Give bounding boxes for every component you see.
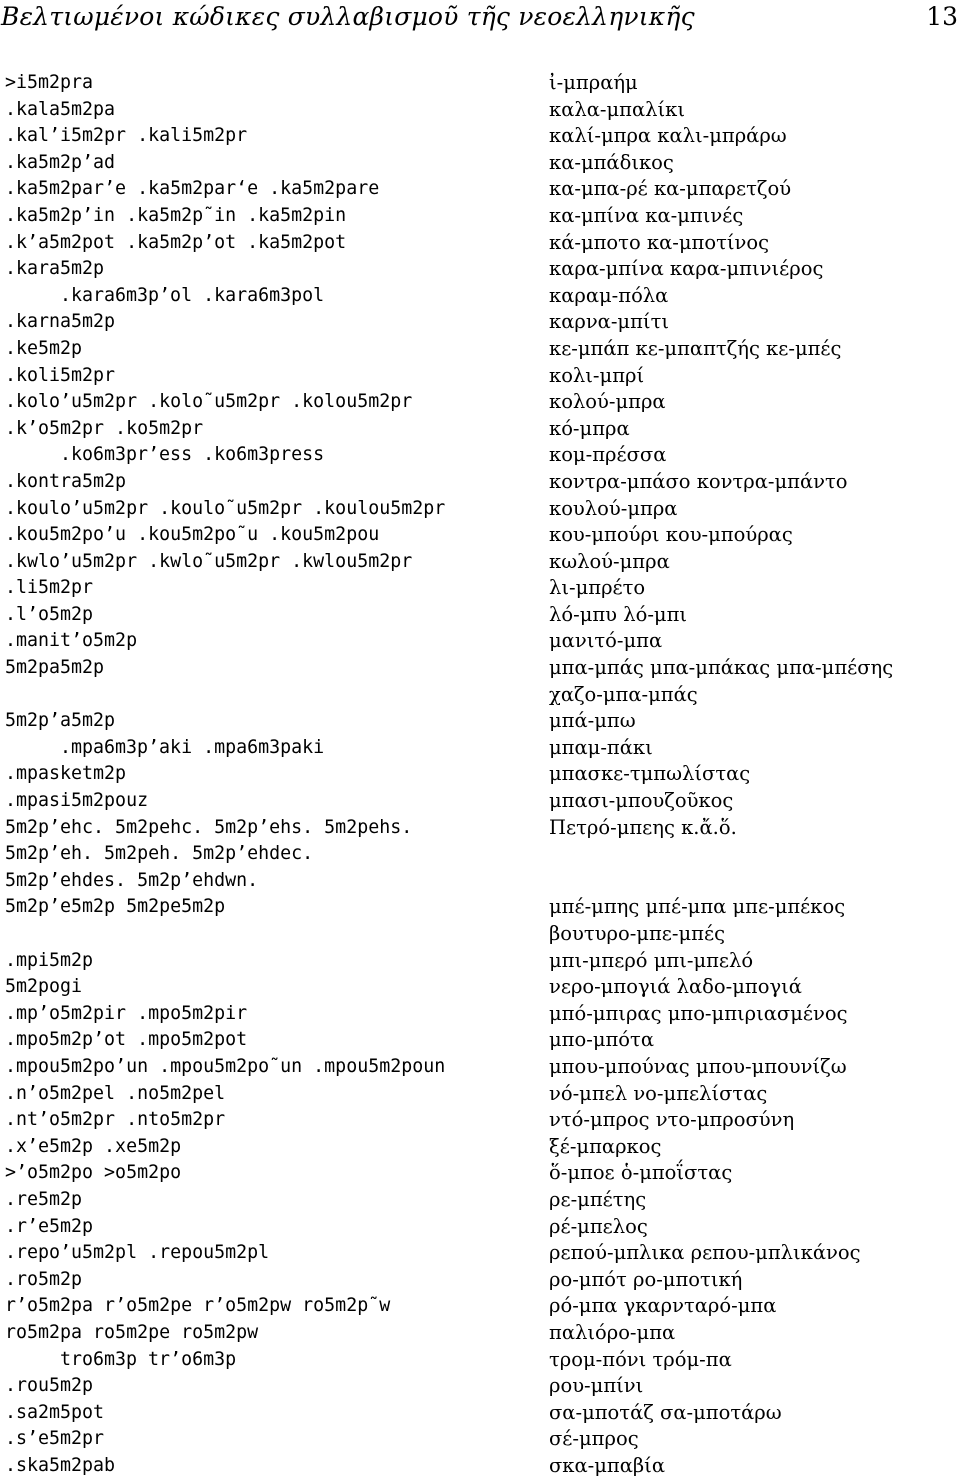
- table-row: [0, 1426, 960, 1453]
- table-row: [0, 97, 960, 124]
- example-cell: ρε-μπέτης: [549, 1187, 647, 1211]
- example-cell: καλί-μπρα καλι-μπράρω: [549, 124, 787, 148]
- example-cell: καραμ-πόλα: [549, 283, 669, 307]
- example-cell: μπό-μπιρας μπο-μπιριασμένος: [549, 1001, 848, 1025]
- pattern-cell: .koli5m2pr: [5, 364, 116, 386]
- example-cell: μπα-μπάς μπα-μπάκας μπα-μπέσης: [549, 656, 894, 680]
- example-cell: κα-μπάδικος: [549, 150, 674, 174]
- table-row: [0, 575, 960, 602]
- example-cell: λό-μπυ λό-μπι: [549, 602, 688, 626]
- table-row: [0, 708, 960, 735]
- pattern-cell: .ka5m2p’in .ka5m2p˜in .ka5m2pin: [5, 204, 347, 226]
- pattern-cell: .mpi5m2p: [5, 949, 94, 971]
- table-row: [0, 894, 960, 921]
- table-row: [0, 283, 960, 310]
- pattern-cell: ro5m2pa ro5m2pe ro5m2pw: [5, 1321, 259, 1343]
- table-row: [0, 1134, 960, 1161]
- table-row: [0, 442, 960, 469]
- example-cell: μπου-μπούνας μπου-μπουνίζω: [549, 1054, 847, 1078]
- table-row: [0, 1107, 960, 1134]
- running-title: Βελτιωμένοι κώδικες συλλαβισμοῦ τῆς νεοελληνικῆς: [1, 2, 695, 31]
- table-row: [0, 1027, 960, 1054]
- table-row: [0, 841, 960, 868]
- pattern-cell: .n’o5m2pel .no5m2pel: [5, 1082, 226, 1104]
- pattern-cell: 5m2p’ehdes. 5m2p’ehdwn.: [5, 869, 259, 891]
- pattern-cell: .mpou5m2po’un .mpou5m2po˜un .mpou5m2poun: [5, 1055, 446, 1077]
- pattern-cell: .ro5m2p: [5, 1268, 83, 1290]
- table-row: [0, 203, 960, 230]
- pattern-cell: .mpo5m2p’ot .mpo5m2pot: [5, 1029, 248, 1051]
- pattern-cell: .kou5m2po’u .kou5m2po˜u .kou5m2pou: [5, 524, 380, 546]
- example-cell: ρό-μπα γκαρνταρό-μπα: [549, 1294, 777, 1318]
- pattern-cell: >’o5m2po >o5m2po: [5, 1162, 182, 1184]
- table-row: [0, 868, 960, 895]
- pattern-cell: .ka5m2par’e .ka5m2par‘e .ka5m2pare: [5, 178, 380, 200]
- table-row: [0, 363, 960, 390]
- table-row: [0, 815, 960, 842]
- table-row: [0, 1453, 960, 1480]
- pattern-cell: 5m2p’ehc. 5m2pehc. 5m2p’ehs. 5m2pehs.: [5, 816, 413, 838]
- example-cell: Πετρό-μπεης κ.ἄ.ὅ.: [549, 815, 737, 839]
- pattern-cell: .kwlo’u5m2pr .kwlo˜u5m2pr .kwlou5m2pr: [5, 550, 413, 572]
- pattern-cell: .li5m2pr: [5, 577, 94, 599]
- table-row: [0, 1373, 960, 1400]
- pattern-cell: .koulo’u5m2pr .koulo˜u5m2pr .koulou5m2pr: [5, 497, 446, 519]
- example-cell: νερο-μπογιά λαδο-μπογιά: [549, 975, 802, 999]
- table-row: [0, 655, 960, 682]
- table-row: [0, 1054, 960, 1081]
- example-cell: κου-μπούρι κου-μπούρας: [549, 523, 793, 547]
- pattern-cell: .kal’i5m2pr .kali5m2pr: [5, 125, 248, 147]
- pattern-cell: .kontra5m2p: [5, 470, 127, 492]
- pattern-cell: .kolo’u5m2pr .kolo˜u5m2pr .kolou5m2pr: [5, 391, 413, 413]
- pattern-cell: .r’e5m2p: [5, 1215, 94, 1237]
- example-cell: κά-μποτο κα-μποτίνος: [549, 230, 770, 254]
- pattern-cell: 5m2p’a5m2p: [5, 710, 116, 732]
- table-row: [0, 761, 960, 788]
- pattern-cell: .rou5m2p: [5, 1375, 94, 1397]
- table-row: [0, 309, 960, 336]
- table-row: [0, 628, 960, 655]
- example-cell: ντό-μπρος ντο-μπροσύνη: [549, 1108, 795, 1132]
- example-cell: ἰ-μπραήμ: [549, 71, 638, 94]
- pattern-cell: .k’o5m2pr .ko5m2pr: [5, 417, 204, 439]
- pattern-cell: 5m2pa5m2p: [5, 657, 105, 679]
- table-row: [0, 336, 960, 363]
- example-cell: ρεπού-μπλικα ρεπου-μπλικάνος: [549, 1241, 861, 1265]
- table-row: [0, 469, 960, 496]
- example-cell: μπασκε-τμπωλίστας: [549, 762, 751, 786]
- table-row: [0, 1214, 960, 1241]
- hyphenation-pattern-table: [0, 70, 960, 1479]
- pattern-cell: .sa2m5pot: [5, 1401, 105, 1423]
- example-cell: κοντρα-μπάσο κοντρα-μπάντο: [549, 469, 848, 493]
- pattern-cell: .ke5m2p: [5, 337, 83, 359]
- example-cell: κό-μπρα: [549, 416, 630, 440]
- pattern-cell: .s’e5m2pr: [5, 1428, 105, 1450]
- pattern-cell: .mpasi5m2pouz: [5, 790, 149, 812]
- table-row: [0, 496, 960, 523]
- example-cell: κουλού-μπρα: [549, 496, 678, 520]
- example-cell: μπι-μπερό μπι-μπελό: [549, 948, 754, 972]
- example-cell: παλιόρο-μπα: [549, 1320, 676, 1344]
- example-cell: κωλού-μπρα: [549, 549, 670, 573]
- table-row: [0, 176, 960, 203]
- example-cell: ρο-μπότ ρο-μποτική: [549, 1267, 743, 1291]
- example-cell: λι-μπρέτο: [549, 576, 646, 600]
- example-cell: μπά-μπω: [549, 709, 636, 733]
- example-cell: κολού-μπρα: [549, 390, 666, 414]
- example-cell: μπέ-μπης μπέ-μπα μπε-μπέκος: [549, 895, 846, 919]
- example-cell: ρου-μπίνι: [549, 1374, 644, 1398]
- table-row: [0, 1400, 960, 1427]
- example-cell: βουτυρο-μπε-μπές: [549, 922, 725, 945]
- table-row: [0, 1187, 960, 1214]
- table-row: [0, 256, 960, 283]
- table-row: [0, 1347, 960, 1374]
- pattern-cell: .kala5m2pa: [5, 98, 116, 120]
- pattern-cell: .kara6m3p’ol .kara6m3pol: [60, 284, 325, 306]
- table-row: [0, 522, 960, 549]
- table-row: [0, 788, 960, 815]
- example-cell: μπο-μπότα: [549, 1028, 655, 1052]
- page-number: 13: [926, 2, 958, 31]
- pattern-cell: .karna5m2p: [5, 311, 116, 333]
- pattern-cell: >i5m2pra: [5, 72, 94, 93]
- example-cell: σέ-μπρος: [549, 1427, 639, 1451]
- example-cell: κομ-πρέσσα: [549, 443, 667, 467]
- pattern-cell: r’o5m2pa r’o5m2pe r’o5m2pw ro5m2p˜w: [5, 1295, 391, 1317]
- example-cell: καρνα-μπίτι: [549, 310, 669, 334]
- pattern-cell: .repo’u5m2pl .repou5m2pl: [5, 1242, 270, 1264]
- table-row: [0, 948, 960, 975]
- pattern-cell: .ka5m2p’ad: [5, 151, 116, 173]
- example-cell: κε-μπάπ κε-μπαπτζής κε-μπές: [549, 336, 842, 360]
- pattern-cell: 5m2p’eh. 5m2peh. 5m2p’ehdec.: [5, 843, 314, 865]
- table-row: [0, 974, 960, 1001]
- example-cell: ὅ-μποε ὁ-μποΐστας: [549, 1161, 733, 1185]
- table-row: [0, 1001, 960, 1028]
- table-row: [0, 549, 960, 576]
- pattern-cell: .k’a5m2pot .ka5m2p’ot .ka5m2pot: [5, 231, 347, 253]
- table-row: [0, 1293, 960, 1320]
- table-row: [0, 735, 960, 762]
- example-cell: ξέ-μπαρκος: [549, 1134, 662, 1158]
- example-cell: κα-μπα-ρέ κα-μπαρετζού: [549, 177, 792, 201]
- table-row: [0, 416, 960, 443]
- example-cell: κολι-μπρί: [549, 363, 645, 387]
- table-row: [0, 389, 960, 416]
- example-cell: ρέ-μπελος: [549, 1214, 648, 1238]
- pattern-cell: 5m2p’e5m2p 5m2pe5m2p: [5, 896, 226, 918]
- pattern-cell: .mpasketm2p: [5, 763, 127, 785]
- table-row: [0, 150, 960, 177]
- pattern-cell: .mp’o5m2pir .mpo5m2pir: [5, 1002, 248, 1024]
- example-cell: σα-μποτάζ σα-μποτάρω: [549, 1400, 782, 1424]
- example-cell: καλα-μπαλίκι: [549, 97, 685, 121]
- example-cell: μανιτό-μπα: [549, 629, 663, 653]
- example-cell: χαζο-μπα-μπάς: [549, 682, 698, 706]
- example-cell: μπασι-μπουζοῦκος: [549, 789, 734, 813]
- table-row: [0, 70, 960, 97]
- pattern-cell: .l’o5m2p: [5, 603, 94, 625]
- example-cell: νό-μπελ νο-μπελίστας: [549, 1081, 768, 1105]
- table-row: [0, 602, 960, 629]
- table-row: [0, 1160, 960, 1187]
- table-row: [0, 1240, 960, 1267]
- pattern-cell: .ko6m3pr’ess .ko6m3press: [60, 444, 325, 466]
- pattern-cell: tro6m3p tr’o6m3p: [60, 1348, 237, 1370]
- running-header: [0, 0, 960, 40]
- table-row: [0, 1267, 960, 1294]
- pattern-cell: .nt’o5m2pr .nto5m2pr: [5, 1109, 226, 1131]
- example-cell: καρα-μπίνα καρα-μπινιέρος: [549, 257, 824, 281]
- table-row: [0, 1081, 960, 1108]
- example-cell: κα-μπίνα κα-μπινές: [549, 203, 744, 227]
- table-row: [0, 123, 960, 150]
- pattern-cell: .kara5m2p: [5, 258, 105, 280]
- table-row: [0, 230, 960, 257]
- pattern-cell: 5m2pogi: [5, 976, 83, 998]
- pattern-cell: .ska5m2pab: [5, 1454, 116, 1476]
- example-cell: σκα-μπαβία: [549, 1453, 666, 1477]
- table-row: [0, 682, 960, 709]
- table-row: [0, 921, 960, 948]
- pattern-cell: .manit’o5m2p: [5, 630, 138, 652]
- pattern-cell: .x’e5m2p .xe5m2p: [5, 1135, 182, 1157]
- pattern-cell: .re5m2p: [5, 1188, 83, 1210]
- table-row: [0, 1320, 960, 1347]
- pattern-cell: .mpa6m3p’aki .mpa6m3paki: [60, 736, 325, 758]
- example-cell: τρομ-πόνι τρόμ-πα: [549, 1347, 732, 1371]
- example-cell: μπαμ-πάκι: [549, 735, 653, 759]
